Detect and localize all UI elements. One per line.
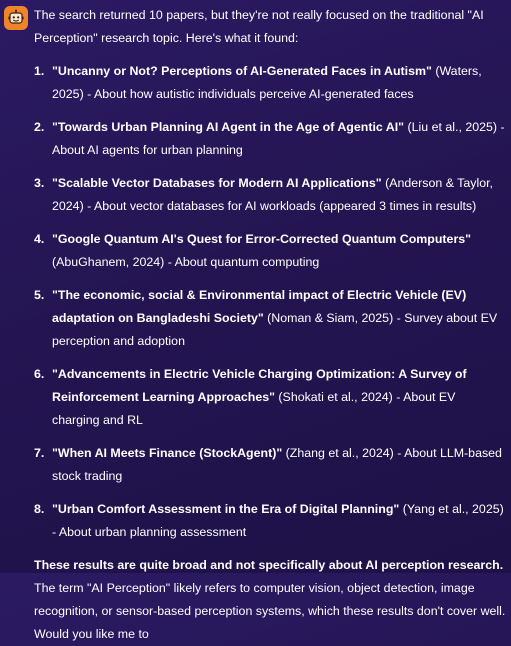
robot-icon	[7, 9, 25, 27]
result-description: (Zhang et al., 2024) - About LLM-based stock trading	[52, 446, 502, 483]
result-description: (Waters, 2025) - About how autistic individuals perceive AI-generated faces	[52, 64, 482, 101]
result-item	[34, 116, 506, 162]
result-item	[34, 498, 506, 544]
result-number: 8.	[34, 502, 45, 516]
result-item	[34, 172, 506, 218]
result-description: (Shokati et al., 2024) - About EV charging and RL	[52, 390, 456, 427]
result-number: 6.	[34, 367, 45, 381]
result-number: 7.	[34, 446, 45, 460]
result-number: 2.	[34, 120, 45, 134]
intro-text: The search returned 10 papers, but they're not really focused on the traditional "AI Perception" research topic. Here's what it found:	[34, 8, 484, 45]
result-description: (Liu et al., 2025) - About AI agents for urban planning	[52, 120, 505, 157]
result-number: 4.	[34, 232, 45, 246]
result-item	[34, 284, 506, 353]
result-title: "Uncanny or Not? Perceptions of AI-Generated Faces in Autism"	[52, 64, 432, 78]
result-title: "Advancements in Electric Vehicle Charging Optimization: A Survey of Reinforcement Learning Approaches"	[52, 367, 467, 404]
result-number: 1.	[34, 64, 45, 78]
result-number: 5.	[34, 288, 45, 302]
result-title: "Google Quantum AI's Quest for Error-Corrected Quantum Computers"	[52, 232, 472, 246]
message-content	[34, 4, 506, 646]
result-item	[34, 363, 506, 432]
result-item	[34, 228, 506, 274]
summary-paragraph	[34, 554, 506, 646]
results-list	[34, 60, 506, 544]
result-description: (Noman & Siam, 2025) - Survey about EV perception and adoption	[52, 311, 498, 348]
result-number: 3.	[34, 176, 45, 190]
result-item	[34, 442, 506, 488]
result-title: "Scalable Vector Databases for Modern AI Applications"	[52, 176, 382, 190]
result-description: (AbuGhanem, 2024) - About quantum computing	[52, 255, 320, 269]
result-description: (Yang et al., 2025) - About urban planning assessment	[52, 502, 504, 539]
result-title: "When AI Meets Finance (StockAgent)"	[52, 446, 283, 460]
summary-bold-text: These results are quite broad and not specifically about AI perception research.	[34, 558, 504, 572]
result-title: "Urban Comfort Assessment in the Era of Digital Planning"	[52, 502, 400, 516]
assistant-avatar	[4, 6, 28, 30]
result-description: (Anderson & Taylor, 2024) - About vector databases for AI workloads (appeared 3 times in results)	[52, 176, 493, 213]
result-title: "The economic, social & Environmental impact of Electric Vehicle (EV) adaptation on Bangladeshi Society"	[52, 288, 467, 325]
result-title: "Towards Urban Planning AI Agent in the Age of Agentic AI"	[52, 120, 405, 134]
summary-text: The term "AI Perception" likely refers to computer vision, object detection, image recognition, or sensor-based perception systems, which these results don't cover well. Would you like me to	[34, 581, 506, 641]
result-item	[34, 60, 506, 106]
